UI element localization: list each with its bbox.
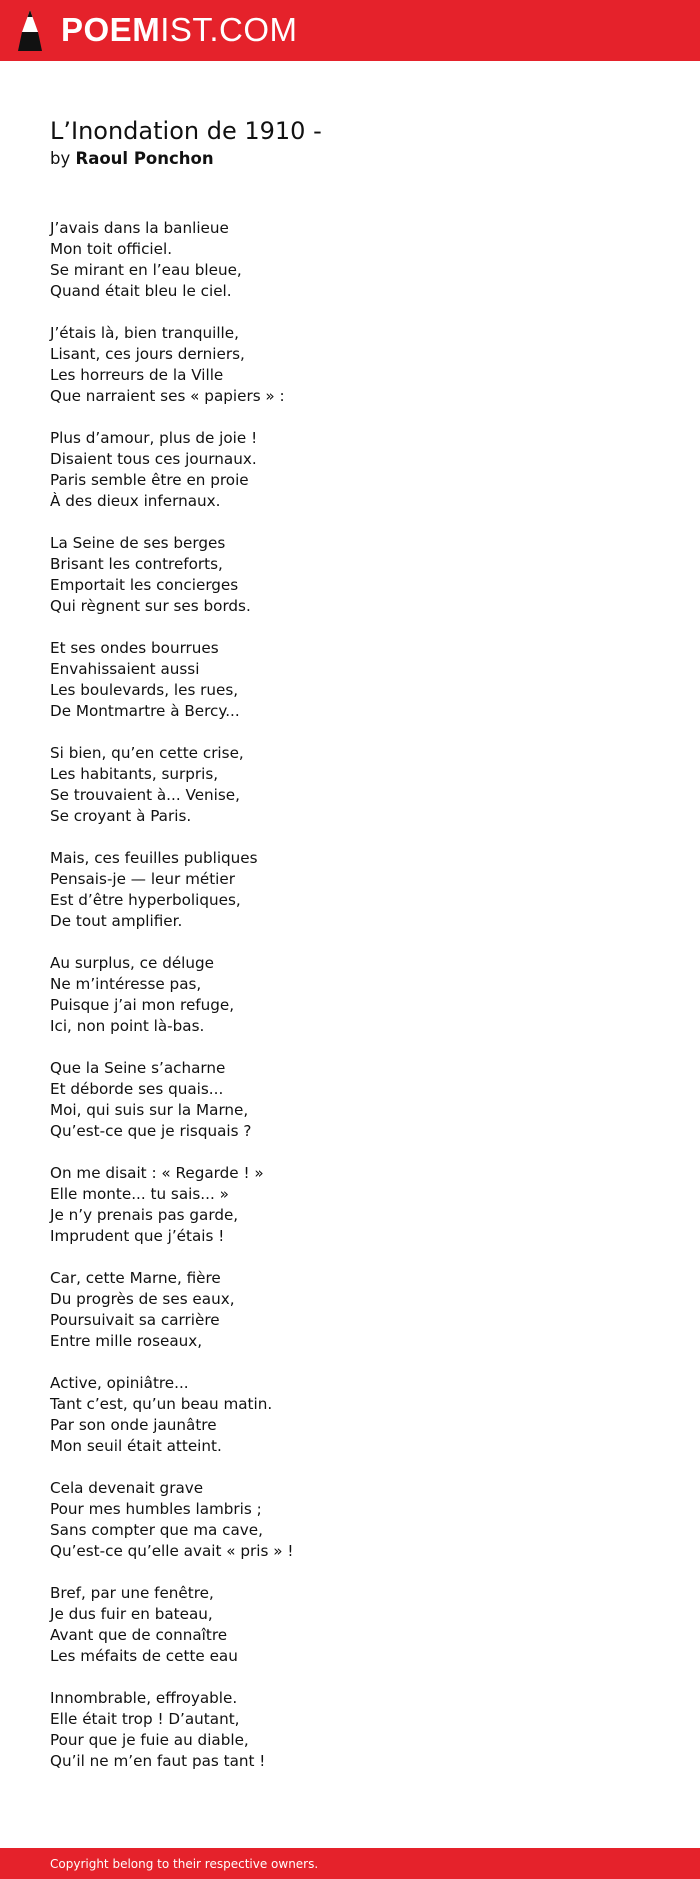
poem-line: Qui règnent sur ses bords. [50, 597, 251, 615]
poem-title: L’Inondation de 1910 - [50, 117, 322, 145]
byline [50, 147, 214, 171]
poem-line: Sans compter que ma cave, [50, 1521, 263, 1539]
poem-stanza [50, 638, 670, 722]
poem-line: Est d’être hyperboliques, [50, 891, 241, 909]
poem-stanza [50, 533, 670, 617]
author-name[interactable]: Raoul Ponchon [75, 149, 214, 168]
poem-line: Que narraient ses « papiers » : [50, 387, 285, 405]
poem-line: Les horreurs de la Ville [50, 366, 224, 384]
site-footer [0, 1848, 700, 1879]
poem-line: Et déborde ses quais... [50, 1080, 224, 1098]
poem-stanza [50, 1373, 670, 1457]
poem-line: Plus d’amour, plus de joie ! [50, 429, 258, 447]
poem-line: Moi, qui suis sur la Marne, [50, 1101, 249, 1119]
poem-line: Se mirant en l’eau bleue, [50, 261, 242, 279]
poem-stanza [50, 323, 670, 407]
poem-line: J’étais là, bien tranquille, [50, 324, 239, 342]
poem-line: De Montmartre à Bercy... [50, 702, 240, 720]
pencil-tip-icon[interactable] [17, 9, 43, 52]
poem-line: Et ses ondes bourrues [50, 639, 219, 657]
poem-line: Les boulevards, les rues, [50, 681, 239, 699]
poem-line: Pour mes humbles lambris ; [50, 1500, 262, 1518]
poem-stanza [50, 218, 670, 302]
poem-line: Emportait les concierges [50, 576, 239, 594]
logo-brand-light: IST.COM [160, 11, 298, 48]
poem-line: Qu’est-ce que je risquais ? [50, 1122, 252, 1140]
poem-line: Envahissaient aussi [50, 660, 200, 678]
poem-line: La Seine de ses berges [50, 534, 226, 552]
poem-line: Bref, par une fenêtre, [50, 1584, 214, 1602]
poem-line: Paris semble être en proie [50, 471, 249, 489]
poem-line: Au surplus, ce déluge [50, 954, 215, 972]
poem-stanza [50, 743, 670, 827]
poem-stanza [50, 1583, 670, 1667]
poem-line: Lisant, ces jours derniers, [50, 345, 245, 363]
poem-line: À des dieux infernaux. [50, 492, 221, 510]
poem-stanza [50, 1268, 670, 1352]
poem-line: On me disait : « Regarde ! » [50, 1164, 264, 1182]
poem-line: Si bien, qu’en cette crise, [50, 744, 244, 762]
poem-line: Elle monte... tu sais... » [50, 1185, 229, 1203]
poem-line: Du progrès de ses eaux, [50, 1290, 235, 1308]
poem-line: Puisque j’ai mon refuge, [50, 996, 235, 1014]
poem-line: Pour que je fuie au diable, [50, 1731, 249, 1749]
poem-line: Par son onde jaunâtre [50, 1416, 217, 1434]
poem-line: Que la Seine s’acharne [50, 1059, 226, 1077]
poem-line: Je dus fuir en bateau, [50, 1605, 213, 1623]
logo-brand-bold: POEM [61, 11, 161, 48]
poem-line: Qu’est-ce qu’elle avait « pris » ! [50, 1542, 294, 1560]
poem-line: Elle était trop ! D’autant, [50, 1710, 240, 1728]
poem-stanza [50, 1478, 670, 1562]
poem-line: Mais, ces feuilles publiques [50, 849, 258, 867]
poem-line: Ne m’intéresse pas, [50, 975, 202, 993]
poem-line: Pensais-je — leur métier [50, 870, 235, 888]
poem-line: Avant que de connaître [50, 1626, 228, 1644]
poem-line: Disaient tous ces journaux. [50, 450, 257, 468]
poem-line: Innombrable, effroyable. [50, 1689, 238, 1707]
poem-line: Qu’il ne m’en faut pas tant ! [50, 1752, 266, 1770]
poem-line: Car, cette Marne, fière [50, 1269, 221, 1287]
poem-line: Quand était bleu le ciel. [50, 282, 232, 300]
poem-line: J’avais dans la banlieue [50, 219, 229, 237]
poem-line: Les méfaits de cette eau [50, 1647, 238, 1665]
poem-stanza [50, 1163, 670, 1247]
poem-line: Les habitants, surpris, [50, 765, 219, 783]
poem-line: Tant c’est, qu’un beau matin. [50, 1395, 273, 1413]
poem-line: Entre mille roseaux, [50, 1332, 203, 1350]
poem-line: Cela devenait grave [50, 1479, 204, 1497]
poem-line: Se croyant à Paris. [50, 807, 192, 825]
poem-line: Imprudent que j’étais ! [50, 1227, 225, 1245]
poem-line: De tout amplifier. [50, 912, 183, 930]
by-label: by [50, 149, 71, 168]
poem-line: Ici, non point là-bas. [50, 1017, 205, 1035]
copyright-notice: Copyright belong to their respective owners. [50, 1857, 319, 1871]
poem-stanza [50, 1058, 670, 1142]
poem-stanza [50, 953, 670, 1037]
poem-line: Je n’y prenais pas garde, [50, 1206, 239, 1224]
poem-stanza [50, 1688, 670, 1772]
site-logo[interactable] [61, 9, 298, 51]
poem-line: Se trouvaient à... Venise, [50, 786, 240, 804]
poem-line: Mon seuil était atteint. [50, 1437, 222, 1455]
poem-line: Poursuivait sa carrière [50, 1311, 220, 1329]
poem-line: Brisant les contreforts, [50, 555, 223, 573]
poem-line: Mon toit officiel. [50, 240, 173, 258]
poem-stanza [50, 848, 670, 932]
poem-line: Active, opiniâtre... [50, 1374, 189, 1392]
poem-stanza [50, 428, 670, 512]
site-header [0, 0, 700, 61]
poem-body [50, 218, 670, 1793]
